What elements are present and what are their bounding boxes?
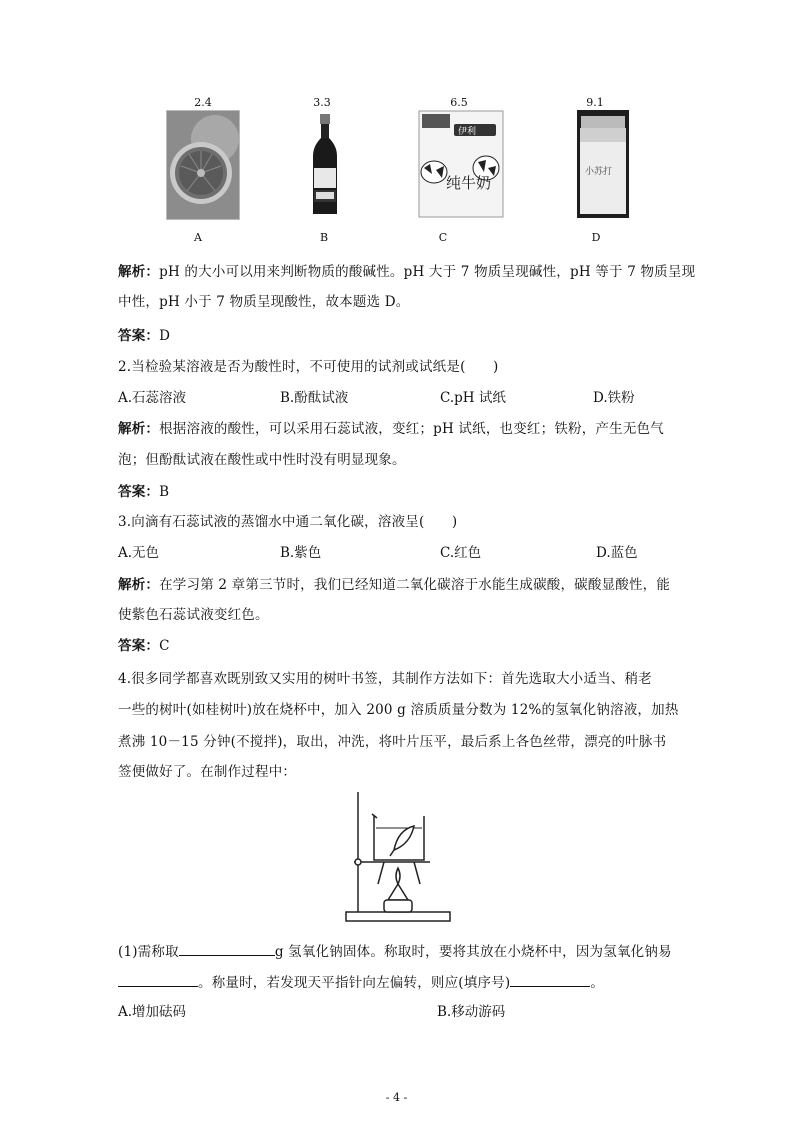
q4-option-a: A.增加砝码 bbox=[118, 1004, 187, 1020]
option-label-a: A bbox=[194, 231, 202, 244]
baking-soda-label: 小苏打 bbox=[585, 167, 613, 177]
q2-option-c: C.pH 试纸 bbox=[440, 390, 506, 406]
grapefruit-image bbox=[166, 110, 240, 220]
q1-analysis: 解析：pH 的大小可以用来判断物质的酸碱性。pH 大于 7 物质呈现碱性，pH 等于 7 物质呈现 bbox=[118, 264, 696, 280]
q3-answer: 答案：C bbox=[118, 638, 170, 654]
milk-brand-text: 伊利 bbox=[458, 127, 477, 137]
q4-stem-line2: 一些的树叶(如桂树叶)放在烧杯中，加入 200 g 溶质质量分数为 12%的氢氧化钠溶液，加热 bbox=[118, 702, 679, 718]
q4-sub1-line1: (1)需称取 g 氢氧化钠固体。称取时，要将其放在小烧杯中，因为氢氧化钠易 bbox=[118, 944, 672, 960]
q2-option-a: A.石蕊溶液 bbox=[118, 390, 187, 406]
q3-analysis-cont: 使紫色石蕊试液变红色。 bbox=[118, 607, 269, 623]
option-label-c: C bbox=[438, 231, 448, 244]
baking-soda-jar-image bbox=[577, 110, 629, 218]
q4-stem-line3: 煮沸 10－15 分钟(不搅拌)，取出，冲洗，将叶片压平，最后系上各色丝带，漂亮的叶脉书 bbox=[118, 734, 667, 750]
q4-blank-2[interactable] bbox=[118, 974, 198, 987]
ph-value-b: 3.3 bbox=[313, 96, 331, 109]
q4-stem-line4: 签便做好了。在制作过程中： bbox=[118, 764, 297, 780]
q3-option-a: A.无色 bbox=[118, 545, 160, 561]
option-label-b: B bbox=[319, 231, 329, 244]
q2-stem: 2.当检验某溶液是否为酸性时，不可使用的试剂或试纸是( ) bbox=[118, 359, 499, 375]
page-number: - 4 - bbox=[385, 1091, 408, 1104]
milk-carton-image bbox=[418, 110, 504, 218]
q3-option-b: B.紫色 bbox=[280, 545, 322, 561]
q2-option-d: D.铁粉 bbox=[593, 390, 635, 406]
option-label-d: D bbox=[591, 231, 601, 244]
milk-carton-text: 纯牛奶 bbox=[446, 174, 492, 192]
q4-stem-line1: 4.很多同学都喜欢既别致又实用的树叶书签，其制作方法如下：首先选取大小适当、稍老 bbox=[118, 671, 652, 687]
q2-analysis: 解析：根据溶液的酸性，可以采用石蕊试液，变红；pH 试纸，也变红；铁粉，产生无色气 bbox=[118, 421, 664, 437]
q4-blank-1[interactable] bbox=[179, 943, 275, 956]
q3-option-c: C.红色 bbox=[440, 545, 482, 561]
q2-option-b: B.酚酞试液 bbox=[280, 390, 349, 406]
q2-answer: 答案：B bbox=[118, 484, 170, 500]
q2-analysis-cont: 泡；但酚酞试液在酸性或中性时没有明显现象。 bbox=[118, 452, 406, 468]
q3-stem: 3.向滴有石蕊试液的蒸馏水中通二氧化碳，溶液呈( ) bbox=[118, 514, 458, 530]
q4-sub1-line2: 。称量时，若发现天平指针向左偏转，则应(填序号) 。 bbox=[118, 971, 604, 991]
q1-answer: 答案：D bbox=[118, 328, 171, 344]
ph-value-d: 9.1 bbox=[586, 96, 604, 109]
heating-apparatus-diagram bbox=[344, 788, 454, 924]
vinegar-bottle-image bbox=[310, 110, 340, 218]
q4-option-b: B.移动游码 bbox=[437, 1004, 506, 1020]
ph-value-c: 6.5 bbox=[450, 96, 468, 109]
q3-analysis: 解析：在学习第 2 章第三节时，我们已经知道二氧化碳溶于水能生成碳酸，碳酸显酸性，能 bbox=[118, 577, 671, 593]
q1-analysis-cont: 中性，pH 小于 7 物质呈现酸性，故本题选 D。 bbox=[118, 294, 410, 310]
q3-option-d: D.蓝色 bbox=[596, 545, 638, 561]
ph-value-a: 2.4 bbox=[194, 96, 212, 109]
q4-blank-3[interactable] bbox=[510, 974, 590, 987]
